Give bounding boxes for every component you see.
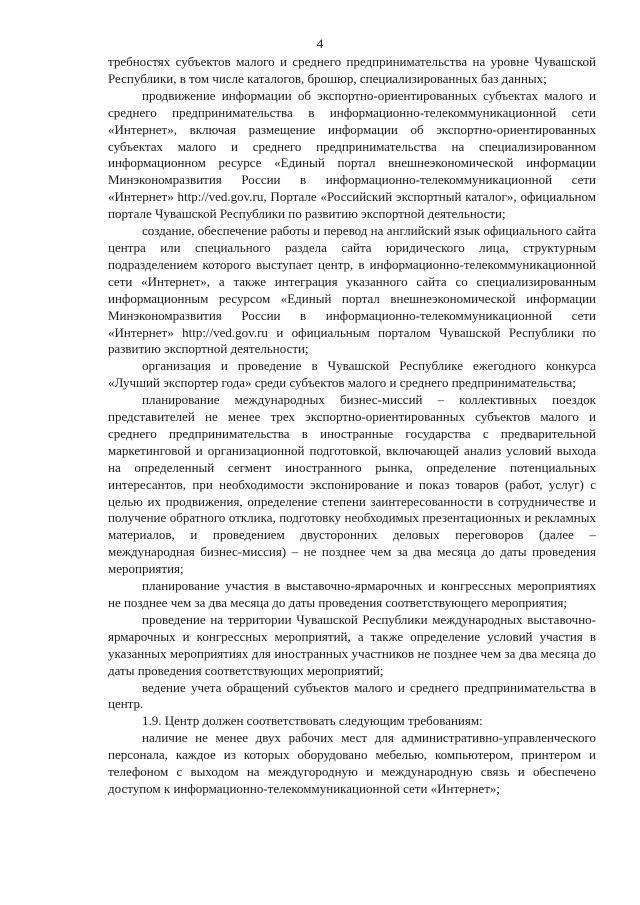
paragraph: планирование участия в выставочно-ярмарочных и конгрессных мероприятиях не позднее чем за два месяца до даты проведения соответствующего мероприятия; [108, 578, 596, 610]
section-heading-1-9: 1.9. Центр должен соответствовать следующим требованиям: [142, 713, 483, 729]
paragraph: планирование международных бизнес-миссий – коллективных поездок представителей не менее трех экспортно-ориентированных субъектов малого и среднего предпринимательства в иностранные государства с предварительной маркетинговой и организационной подготовкой, включающей анализ условий выхода на определенный сегмент иностранного рынка, определение потенциальных интересантов, при необходимости экспонирование и показ товаров (работ, услуг) с целью их продвижения, определение степени заинтересованности в сотрудничестве и получение обратного отклика, подготовку необходимых презентационных и рекламных материалов, и проведением двусторонних деловых переговоров (далее – международная бизнес-миссия) – не позднее чем за два месяца до даты проведения мероприятия; [108, 392, 596, 577]
paragraph: проведение на территории Чувашской Республики международных выставочно-ярмарочных и конгрессных мероприятий, а также определение условий участия в указанных мероприятиях для иностранных участников не позднее чем за два месяца до даты проведения соответствующих мероприятий; [108, 611, 596, 678]
page-number: 4 [316, 36, 324, 51]
document-body [108, 54, 596, 798]
paragraph: создание, обеспечение работы и перевод на английский язык официального сайта центра или специального раздела сайта юридического лица, структурным подразделением которого выступает центр, в информационно-телекоммуникационной сети «Интернет», а также интеграция указанного сайта со специализированным информационным ресурсом «Единый портал внешнеэкономической информации Минэкономразвития России в информационно-телекоммуникационной сети «Интернет» http://ved.gov.ru и официальным порталом Чувашской Республики по развитию экспортной деятельности; [108, 223, 596, 357]
paragraph: ведение учета обращений субъектов малого и среднего предпринимательства в центр. [108, 679, 596, 712]
paragraph: организация и проведение в Чувашской Республике ежегодного конкурса «Лучший экспортер года» среди субъектов малого и среднего предпринимательства; [108, 358, 596, 391]
paragraph: продвижение информации об экспортно-ориентированных субъектах малого и среднего предпринимательства в информационно-телекоммуникационной сети «Интернет», включая размещение информации об экспортно-ориентированных субъектах малого и среднего предпринимательства на специализированном информационном ресурсе «Единый портал внешнеэкономической информации Минэкономразвития России в информационно-телекоммуникационной сети «Интернет» http://ved.gov.ru, Портале «Российский экспортный каталог», официальном портале Чувашской Республики по развитию экспортной деятельности; [108, 87, 596, 222]
paragraph: наличие не менее двух рабочих мест для административно-управленческого персонала, каждое из которых оборудовано мебелью, компьютером, принтером и телефоном с выходом на междугородную и международную связь и обеспечено доступом к информационно-телекоммуникационной сети «Интернет»; [108, 730, 596, 796]
paragraph-continuation: требностях субъектов малого и среднего предпринимательства на уровне Чувашской Республики, в том числе каталогов, брошюр, специализированных баз данных; [108, 54, 596, 86]
